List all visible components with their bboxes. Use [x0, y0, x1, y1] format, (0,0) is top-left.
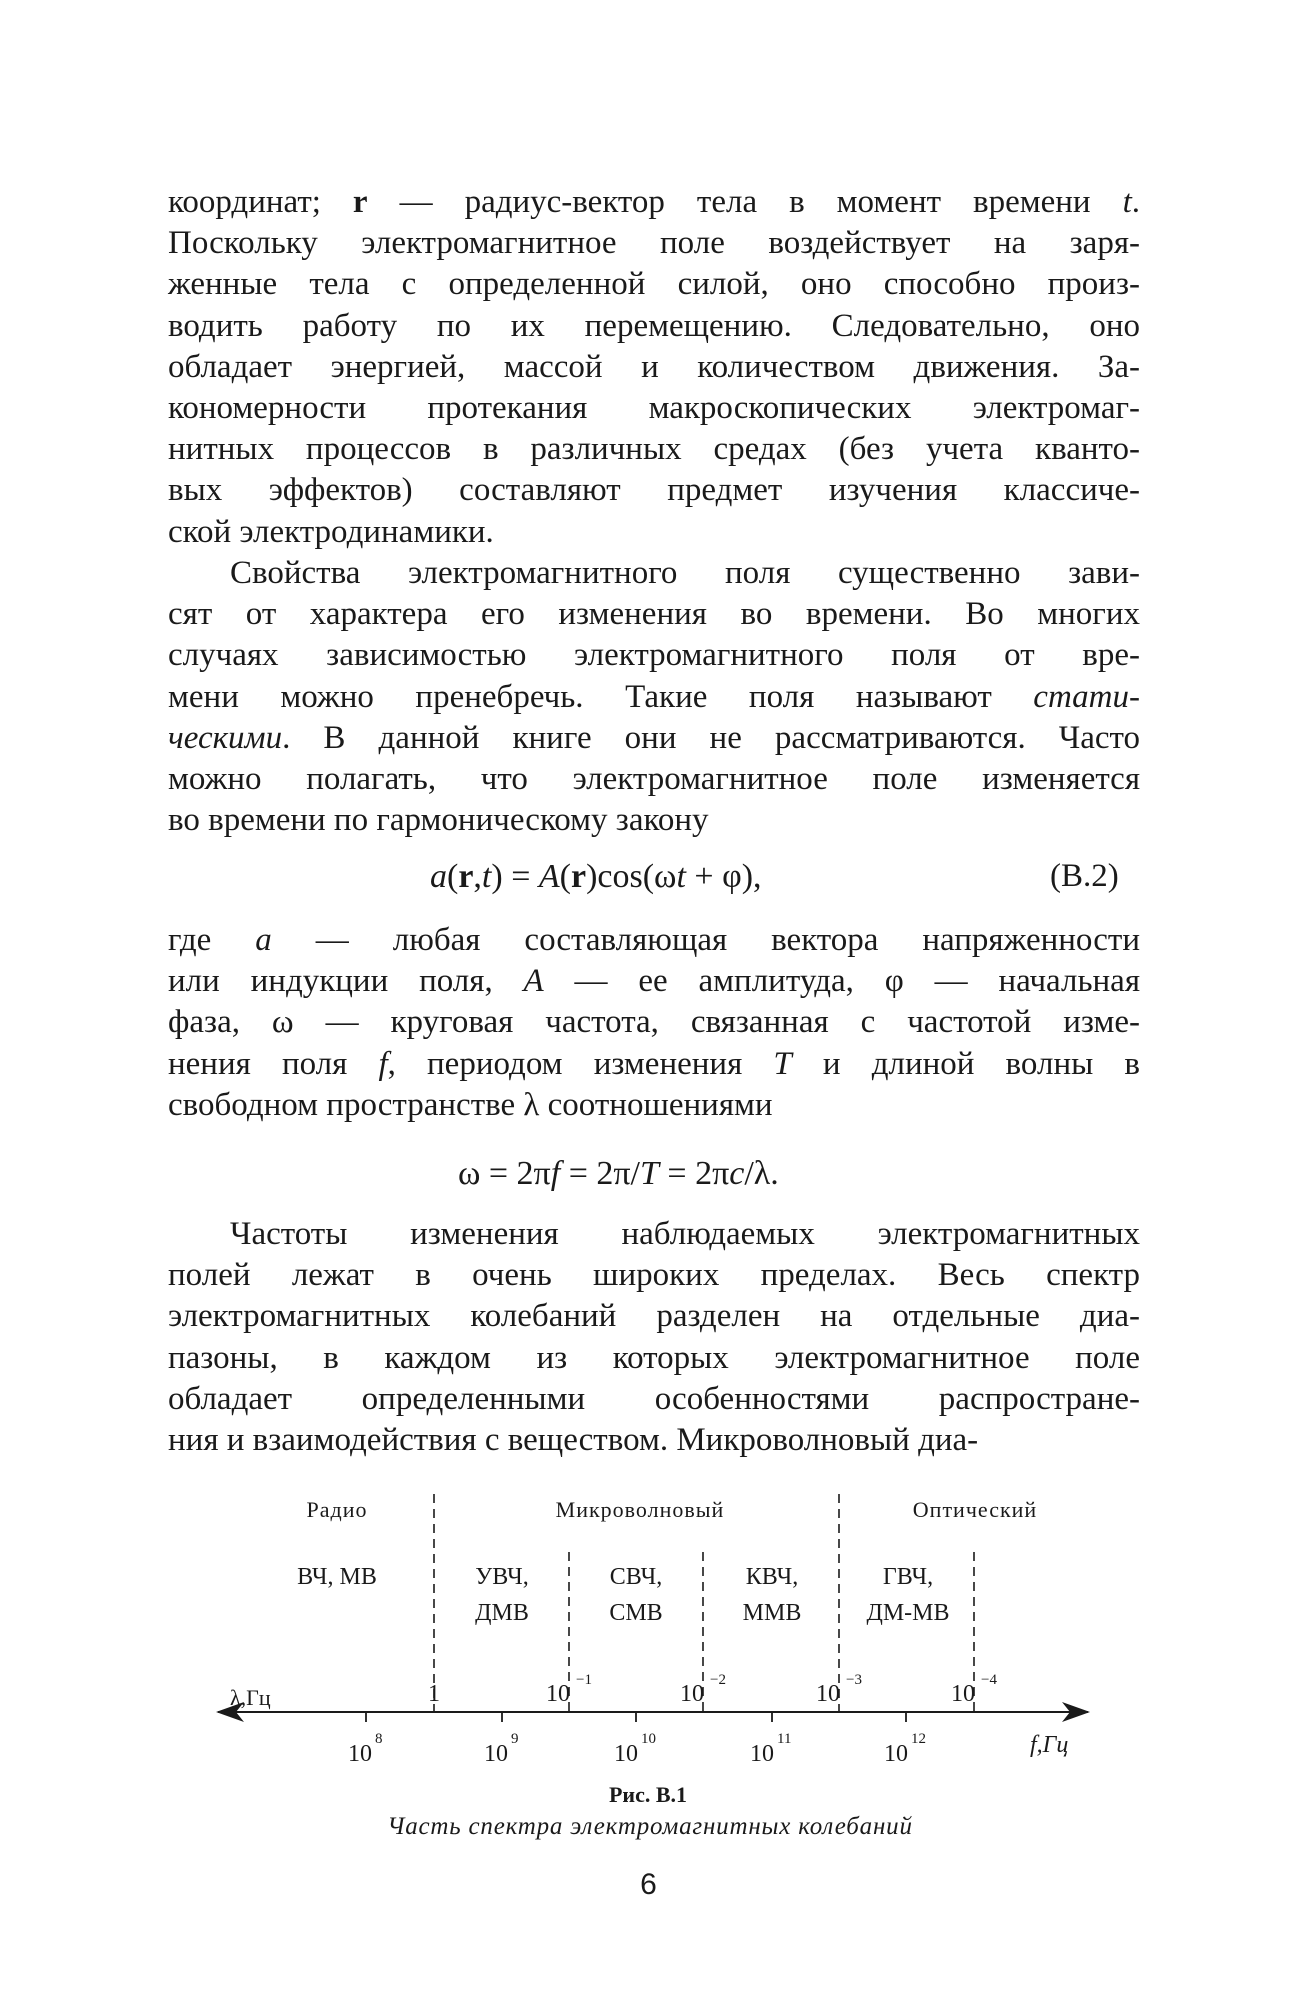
- lambda-tick-label-3: 10: [816, 1681, 840, 1707]
- line-text: — ее амплитуда, φ — начальная: [543, 963, 1140, 1000]
- f-tick-exp-12: 12: [911, 1731, 926, 1747]
- line-text: Свойства электромагнитного поля существенно зави-: [230, 555, 1140, 591]
- line-text: ния и взаимодействия с веществом. Микроволновый диа-: [168, 1421, 979, 1458]
- line-text: Поскольку электромагнитное поле воздействует на заря-: [168, 225, 1140, 262]
- lambda-tick-label-0: 1: [428, 1681, 440, 1707]
- line-italic-text: стати-: [1033, 678, 1140, 715]
- line-text: фаза, ω — круговая частота, связанная с частотой изме-: [168, 1004, 1140, 1041]
- group-label-radio: Радио: [306, 1497, 368, 1522]
- line-text: Частоты изменения наблюдаемых электромагнитных: [230, 1216, 1140, 1252]
- line-text: или индукции поля,: [168, 963, 524, 1000]
- lambda-tick-exp-3: −3: [846, 1672, 862, 1688]
- lambda-tick-label-4: 10: [951, 1681, 975, 1707]
- f-tick-exp-8: 8: [375, 1731, 383, 1747]
- band-label-uvch: УВЧ,: [475, 1564, 529, 1590]
- line-italic-text: ческими: [168, 719, 283, 756]
- figure-caption: Часть спектра электромагнитных колебаний: [387, 1813, 913, 1840]
- group-label-optical: Оптический: [912, 1497, 1038, 1522]
- f-tick-exp-9: 9: [511, 1731, 519, 1747]
- line-text: кономерности протекания макроскопических электромаг-: [168, 389, 1140, 426]
- band-label-dmv: ДМВ: [475, 1600, 529, 1626]
- formula-italic-text: a: [430, 858, 447, 895]
- formula-italic-text: c: [729, 1155, 745, 1192]
- band-label-smv: СМВ: [609, 1600, 663, 1626]
- group-label-microwave: Микроволновый: [555, 1497, 725, 1522]
- formula-text: + φ),: [685, 858, 762, 895]
- equation-number: (В.2): [1050, 858, 1119, 894]
- line-text: где: [168, 922, 256, 958]
- band-label-dm-mv: ДМ-МВ: [866, 1600, 950, 1626]
- f-tick-exp-10: 10: [641, 1731, 656, 1747]
- f-tick-label-10: 10: [614, 1741, 638, 1767]
- line-text: сят от характера его изменения во времени. Во многих: [168, 596, 1140, 633]
- line-text: полей лежат в очень широких пределах. Весь спектр: [168, 1257, 1140, 1294]
- lambda-tick-label-1: 10: [546, 1681, 570, 1707]
- formula-italic-text: T: [639, 1155, 659, 1192]
- line-text: ской электродинамики.: [168, 513, 494, 550]
- f-tick-label-12: 10: [884, 1741, 908, 1767]
- line-text: координат;: [168, 184, 353, 220]
- band-label-svch: СВЧ,: [609, 1564, 663, 1590]
- formula-italic-text: t: [676, 858, 686, 895]
- formula-text: = 2π/: [560, 1155, 640, 1192]
- f-tick-label-11: 10: [750, 1741, 774, 1767]
- figure-number: Рис. В.1: [608, 1782, 688, 1807]
- formula-text: /λ.: [744, 1155, 779, 1192]
- formula-bold-symbol: r: [458, 858, 474, 895]
- line-text: обладает энергией, массой и количеством движения. За-: [168, 348, 1140, 385]
- f-tick-label-8: 10: [348, 1741, 372, 1767]
- formula-text: = 2π: [658, 1155, 730, 1192]
- formula-text: ω = 2π: [458, 1155, 551, 1192]
- line-italic-text: f: [378, 1045, 388, 1082]
- line-text: , периодом изменения: [387, 1045, 774, 1082]
- page-number: 6: [640, 1868, 657, 1901]
- formula-text: (: [447, 858, 459, 895]
- line-bold-symbol: r: [352, 184, 368, 220]
- line-text: во времени по гармоническому закону: [168, 802, 709, 839]
- band-label-kvch: КВЧ,: [745, 1564, 799, 1590]
- formula-bold-symbol: r: [570, 858, 587, 895]
- line-text: случаях зависимостью электромагнитного поля от вре-: [168, 637, 1140, 674]
- f-tick-label-9: 10: [484, 1741, 508, 1767]
- line-text: водить работу по их перемещению. Следовательно, оно: [168, 307, 1140, 344]
- line-text: нения поля: [168, 1045, 379, 1082]
- line-italic-text: t: [1122, 184, 1132, 220]
- lambda-tick-exp-2: −2: [710, 1672, 726, 1688]
- line-text: .: [1131, 184, 1141, 220]
- line-text: — любая составляющая вектора напряженности: [271, 922, 1140, 958]
- f-axis-label: f,Гц: [1030, 1732, 1069, 1758]
- lambda-axis-label: λ,Гц: [230, 1685, 271, 1710]
- line-text: и длиной волны в: [791, 1045, 1140, 1082]
- line-text: — радиус-вектор тела в момент времени: [367, 184, 1123, 220]
- line-text: можно полагать, что электромагнитное поле изменяется: [168, 760, 1140, 797]
- formula-text: ) =: [491, 858, 539, 895]
- formula-italic-text: f: [550, 1155, 561, 1192]
- formula-italic-text: t: [481, 858, 492, 895]
- formula-text: (: [559, 858, 571, 895]
- formula-italic-text: A: [538, 858, 560, 895]
- f-tick-exp-11: 11: [777, 1731, 792, 1747]
- line-text: электромагнитных колебаний разделен на отдельные диа-: [168, 1298, 1140, 1335]
- lambda-tick-exp-4: −4: [981, 1672, 997, 1688]
- formula-text: ,: [473, 858, 482, 895]
- line-text: женные тела с определенной силой, оно способно произ-: [168, 266, 1140, 303]
- line-text: свободном пространстве λ соотношениями: [168, 1086, 773, 1123]
- band-label-vch: ВЧ, МВ: [297, 1564, 377, 1590]
- line-text: обладает определенными особенностями распростране-: [168, 1380, 1140, 1417]
- formula-text: )cos(ω: [586, 858, 677, 895]
- line-text: мени можно пренебречь. Такие поля называют: [168, 678, 1034, 715]
- line-text: пазоны, в каждом из которых электромагнитное поле: [168, 1339, 1140, 1376]
- line-italic-text: a: [255, 922, 272, 958]
- line-italic-text: T: [773, 1045, 792, 1082]
- line-italic-text: A: [523, 963, 544, 1000]
- line-text: . В данной книге они не рассматриваются. Часто: [282, 719, 1140, 756]
- lambda-tick-label-2: 10: [680, 1681, 704, 1707]
- band-label-mmv: ММВ: [742, 1600, 802, 1626]
- line-text: нитных процессов в различных средах (без учета кванто-: [168, 431, 1140, 468]
- lambda-tick-exp-1: −1: [576, 1672, 592, 1688]
- line-text: вых эффектов) составляют предмет изучения классиче-: [168, 472, 1140, 509]
- band-label-gvch: ГВЧ,: [882, 1564, 934, 1590]
